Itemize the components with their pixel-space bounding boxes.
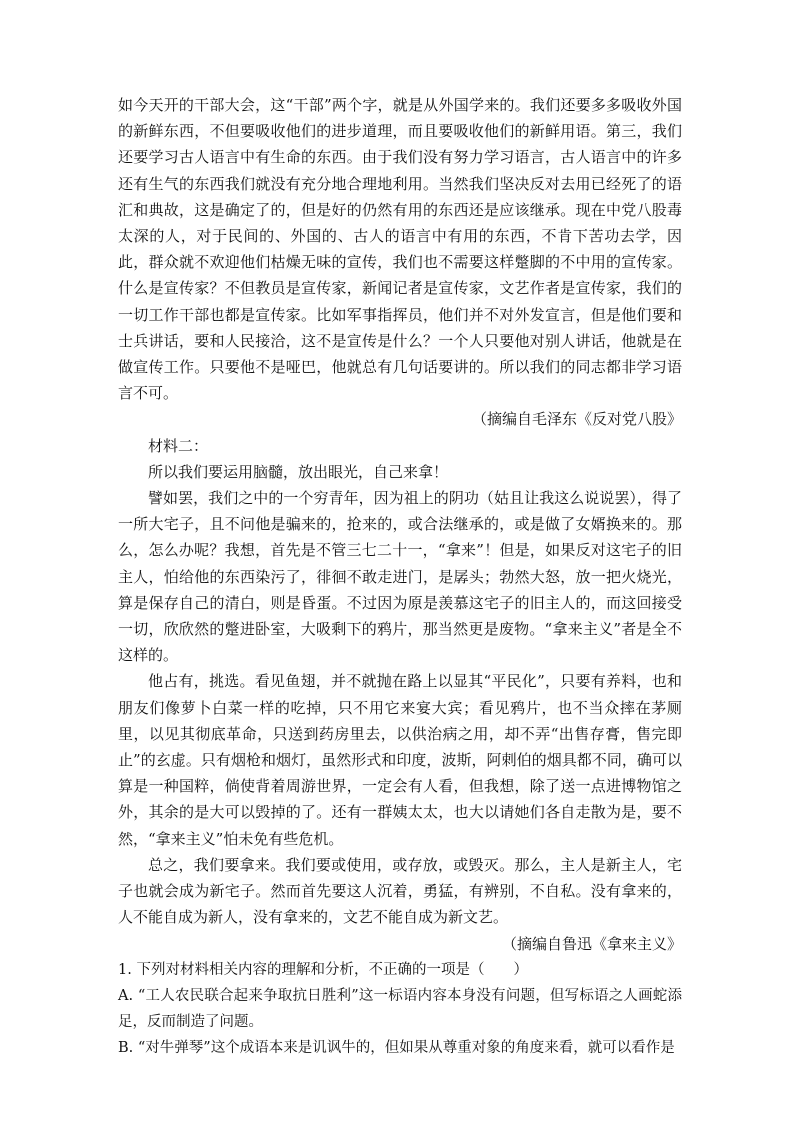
passage1-paragraph: 如今天开的干部大会，这“干部”两个字，就是从外国学来的。我们还要多多吸收外国的新鲜东西，不但要吸收他们的进步道理，而且要吸收他们的新鲜用语。第三，我们还要学习古人语言中有生命的东西。由于我们没有努力学习语言，古人语言中的许多还有生气的东西我们就没有充分地合理地利用。当然我们坚决反对去用已经死了的语汇和典故，这是确定了的，但是好的仍然有用的东西还是应该继承。现在中党八股毒太深的人，对于民间的、外国的、古人的语言中有用的东西，不肯下苦功去学，因此，群众就不欢迎他们枯燥无味的宣传，我们也不需要这样蹩脚的不中用的宣传家。什么是宣传家？不但教员是宣传家，新闻记者是宣传家，文艺作者是宣传家，我们的一切工作干部也都是宣传家。比如军事指挥员，他们并不对外发宣言，但是他们要和士兵讲话，要和人民接洽，这不是宣传是什么？一个人只要他对别人讲话，他就是在做宣传工作。只要他不是哑巴，他就总有几句话要讲的。所以我们的同志都非学习语言不可。 xyxy=(118,96,682,403)
passage2-source: （摘编自鲁迅《拿来主义》 xyxy=(501,934,682,953)
question1-option-a: A. “工人农民联合起来争取抗日胜利”这一标语内容本身没有问题，但写标语之人画蛇添足，反而制造了问题。 xyxy=(118,987,682,1031)
passage2-paragraph: 所以我们要运用脑髓，放出眼光，自己来拿！ xyxy=(148,462,449,481)
passage2-paragraph: 譬如罢，我们之中的一个穷青年，因为祖上的阴功（姑且让我这么说说罢），得了一所大宅子，且不问他是骗来的，抢来的，或合法继承的，或是做了女婿换来的。那么，怎么办呢？我想，首先是不管三七二十一，“拿来”！但是，如果反对这宅子的旧主人，怕给他的东西染污了，徘徊不敢走进门，是孱头；勃然大怒，放一把火烧光，算是保存自己的清白，则是昏蛋。不过因为原是羡慕这宅子的旧主人的，而这回接受一切，欣欣然的蹩进卧室，大吸剩下的鸦片，那当然更是废物。“拿来主义”者是全不这样的。 xyxy=(118,489,682,665)
passage2-paragraph: 他占有，挑选。看见鱼翅，并不就抛在路上以显其“平民化”，只要有养料，也和朋友们像萝卜白菜一样的吃掉，只不用它来宴大宾；看见鸦片，也不当众摔在茅厕里，以见其彻底革命，只送到药房里去，以供治病之用，却不弄“出售存膏，售完即止”的玄虚。只有烟枪和烟灯，虽然形式和印度，波斯，阿剌伯的烟具都不同，确可以算是一种国粹，倘使背着周游世界，一定会有人看，但我想，除了送一点进博物馆之外，其余的是大可以毁掉的了。还有一群姨太太，也大以请她们各自走散为是，要不然，“拿来主义”怕未免有些危机。 xyxy=(118,672,682,848)
document-body xyxy=(118,92,682,1062)
passage2-heading: 材料二： xyxy=(148,436,209,455)
passage2-paragraph: 总之，我们要拿来。我们要或使用，或存放，或毁灭。那么，主人是新主人，宅子也就会成为新宅子。然而首先要这人沉着，勇猛，有辨别，不自私。没有拿来的，人不能自成为新人，没有拿来的，文艺不能自成为新文艺。 xyxy=(118,855,682,927)
passage1-source: （摘编自毛泽东《反对党八股》 xyxy=(471,410,682,429)
question1-option-b: B. “对牛弹琴”这个成语本来是讥讽牛的，但如果从尊重对象的角度来看，就可以看作是 xyxy=(118,1040,675,1057)
question1-stem: 1. 下列对材料相关内容的理解和分析，不正确的一项是（ ） xyxy=(118,961,528,978)
